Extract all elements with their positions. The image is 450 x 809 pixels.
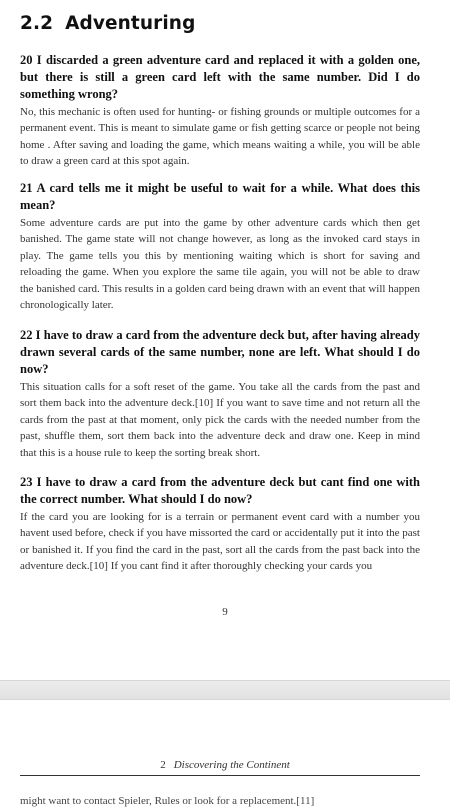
truncated-text-line: might want to contact Spieler, Rules or look for a replacement.[11] bbox=[20, 795, 315, 807]
faq-answer: Some adventure cards are put into the game by other adventure cards which then get banished. The game state will not change however, as long as the invoked card stays in play. The game tells you this by mentioning waiting which is short for saving and reloading the game. When you explore the same tile again, you will not be able to draw the banished card. This results in a golden card being drawn with an event that will happen chronologically later. bbox=[20, 217, 420, 312]
faq-question: 21 A card tells me it might be useful to wait for a while. What does this mean? bbox=[20, 181, 420, 212]
faq-item bbox=[20, 327, 420, 461]
faq-item bbox=[20, 474, 420, 575]
faq-question: 22 I have to draw a card from the adventure deck but, after having already drawn several cards of the same number, none are left. What should I do now? bbox=[20, 328, 420, 376]
section-title: Adventuring bbox=[65, 13, 196, 34]
faq-item bbox=[20, 52, 420, 170]
running-header bbox=[0, 759, 450, 771]
faq-question: 20 I discarded a green adventure card and replaced it with a golden one, but there is still a green card left with the same number. Did I do something wrong? bbox=[20, 53, 420, 101]
section-number: 2.2 bbox=[20, 13, 54, 34]
next-document-page bbox=[0, 700, 450, 807]
chapter-number: 2 bbox=[160, 759, 166, 771]
faq-question: 23 I have to draw a card from the adventure deck but cant find one with the correct number. What should I do now? bbox=[20, 475, 420, 506]
chapter-title: Discovering the Continent bbox=[173, 759, 290, 771]
header-rule bbox=[20, 775, 420, 776]
faq-item bbox=[20, 180, 420, 313]
faq-answer: If the card you are looking for is a terrain or permanent event card with a number you havent used before, check if you have missorted the card or accidentally put it into the past or banished it. If you find the card in the past, sort all the cards from the past back into the adventure deck.[10] If you cant find it after thoroughly checking your cards you bbox=[20, 511, 420, 573]
section-heading bbox=[20, 13, 195, 34]
faq-answer: No, this mechanic is often used for hunting- or fishing grounds or multiple outcomes for a permanent event. This is meant to simulate game or fish getting scarce or people not being home . After saving and loading the game, which means waiting a while, you will be able to draw a green card at this spot again. bbox=[20, 106, 420, 168]
faq-answer: This situation calls for a soft reset of the game. You take all the cards from the past and sort them back into the adventure deck.[10] If you want to save time and not return all the cards from the past at that moment, only pick the cards with the needed number from the past, shuffle them, sort them back into the adventure deck and draw one. Keep in mind that this is a house rule to keep the sorting break short. bbox=[20, 381, 420, 459]
page-number: 9 bbox=[222, 606, 228, 618]
page-separator bbox=[0, 680, 450, 700]
